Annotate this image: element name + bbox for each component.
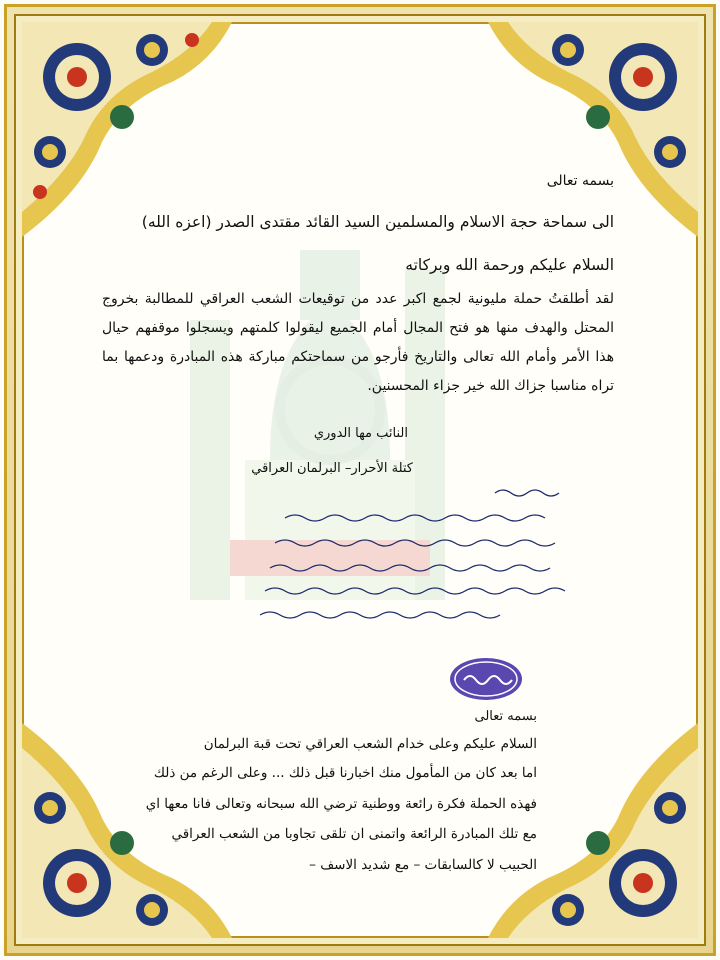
reply-line: مع تلك المبادرة الرائعة واتمنى ان تلقى تجاوبا من الشعب العراقي	[171, 826, 537, 842]
reply-line: فهذه الحملة فكرة رائعة ووطنية ترضي الله سبحانه وتعالى فانا معها اي	[145, 796, 537, 812]
seal-stamp-image	[448, 656, 524, 702]
reply-line: الحبيب لا كالسابقات – مع شديد الاسف –	[309, 857, 537, 873]
letter-opening: بسمه تعالى	[546, 173, 614, 189]
handwritten-reply-image	[255, 483, 585, 633]
signature-bloc: كتلة الأحرار– البرلمان العراقي	[251, 461, 413, 476]
letter-body: لقد أطلقتُ حملة مليونية لجمع اكبر عدد من توقيعات الشعب العراقي للمطالبة بخروج المحتل والهدف منها هو فتح المجال أمام الجميع ليقولوا كلمتهم ويسجلوا موقفهم حيال هذا الأمر وأمام الله تعالى والتاريخ فأرجو من سماحتكم مباركة هذه المبادرة ودعمها بما تراه مناسبا جزاك الله خير جزاء المحسنين.	[102, 291, 614, 394]
reply-line: السلام عليكم وعلى خدام الشعب العراقي تحت قبة البرلمان	[203, 736, 537, 752]
reply-opening: بسمه تعالى	[474, 709, 537, 724]
corner-ornament-top-right	[478, 22, 698, 242]
letter-addressee: الى سماحة حجة الاسلام والمسلمين السيد القائد مقتدى الصدر (اعزه الله)	[141, 213, 614, 231]
letter-greeting: السلام عليكم ورحمة الله وبركاته	[405, 256, 614, 274]
corner-ornament-top-left	[22, 22, 242, 242]
reply-line: اما بعد كان من المأمول منك اخبارنا قبل ذلك ... وعلى الرغم من ذلك	[153, 765, 537, 781]
signature-name: النائب مها الدوري	[313, 426, 408, 441]
